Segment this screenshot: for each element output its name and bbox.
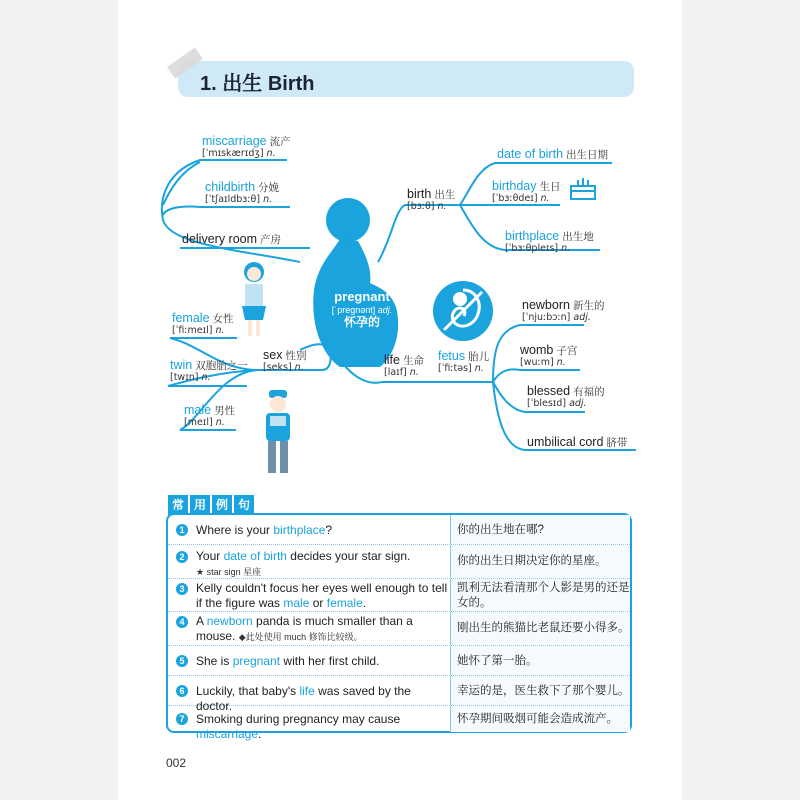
phonetic-childbirth: [ˈtʃaɪldbɜːθ] n. <box>205 194 273 205</box>
examples-table <box>166 513 632 741</box>
word-delivery-room: delivery room 产房 <box>182 232 282 246</box>
pregnant-silhouette-icon <box>300 195 410 375</box>
example-row: 5 She is pregnant with her first child. 她怀了第一胎。 <box>168 646 630 676</box>
example-row: 1 Where is your birthplace? 你的出生地在哪? <box>168 515 630 545</box>
word-life: life 生命 <box>384 353 424 367</box>
example-row: 4 A newborn panda is much smaller than a mouse. ◆此处使用 much 修饰比较级。 刚出生的熊猫比老鼠还要小得多。 <box>168 612 630 646</box>
phonetic-newborn: [ˈnjuːbɔːn] adj. <box>522 312 591 323</box>
phonetic-miscarriage: [ˈmɪskærɪdʒ] n. <box>202 148 276 159</box>
phonetic-female: [ˈfiːmeɪl] n. <box>172 325 225 336</box>
page-number: 002 <box>166 756 187 770</box>
phonetic-birth: [bɜːθ] n. <box>407 201 447 212</box>
word-umbilical-cord: umbilical cord 脐带 <box>527 435 628 449</box>
word-birthday: birthday 生日 <box>492 179 561 193</box>
phonetic-birthday: [ˈbɜːθdeɪ] n. <box>492 193 550 204</box>
word-birth: birth 出生 <box>407 187 456 201</box>
phonetic-womb: [wuːm] n. <box>520 357 566 368</box>
page-title: 1. 出生 Birth <box>200 73 315 95</box>
word-miscarriage: miscarriage 流产 <box>202 134 291 148</box>
word-twin: twin 双胞胎之一 <box>170 358 248 372</box>
word-male: male 男性 <box>184 403 236 417</box>
word-fetus: fetus 胎儿 <box>438 349 490 363</box>
word-womb: womb 子宫 <box>520 343 578 357</box>
phonetic-blessed: [ˈblesɪd] adj. <box>527 398 587 409</box>
example-row: 6 Luckily, that baby's life was saved by the doctor. 幸运的是，医生救下了那个婴儿。 <box>168 676 630 706</box>
example-row: 3 Kelly couldn't focus her eyes well enough to tell if the figure was male or female. 凯利无法看清那个人影是男的还是女的。 <box>168 579 630 612</box>
word-childbirth: childbirth 分娩 <box>205 180 280 194</box>
examples-heading: 常 用 例 句 <box>168 495 254 515</box>
phonetic-life: [laɪf] n. <box>384 367 419 378</box>
phonetic-twin: [twɪn] n. <box>170 372 211 383</box>
word-birthplace: birthplace 出生地 <box>505 229 594 243</box>
boy-icon <box>258 388 298 480</box>
girl-icon <box>236 260 272 340</box>
word-female: female 女性 <box>172 311 234 325</box>
example-row: 2 Your date of birth decides your star sign. ★ star sign 星座 你的出生日期决定你的星座。 <box>168 545 630 579</box>
example-row: 7 Smoking during pregnancy may cause miscarriage. 怀孕期间吸烟可能会造成流产。 <box>168 706 630 732</box>
center-word: pregnant [ˈpregnənt] adj. 怀孕的 <box>331 289 393 330</box>
phonetic-birthplace: [ˈbɜːθpleɪs] n. <box>505 243 571 254</box>
word-date-of-birth: date of birth 出生日期 <box>497 147 609 161</box>
phonetic-sex: [seks] n. <box>263 362 304 373</box>
phonetic-fetus: [ˈfiːtəs] n. <box>438 363 484 374</box>
word-sex: sex 性别 <box>263 348 307 362</box>
phonetic-male: [meɪl] n. <box>184 417 225 428</box>
fetus-icon <box>430 278 496 344</box>
word-blessed: blessed 有福的 <box>527 384 605 398</box>
word-newborn: newborn 新生的 <box>522 298 605 312</box>
birthday-cake-icon <box>568 172 598 202</box>
